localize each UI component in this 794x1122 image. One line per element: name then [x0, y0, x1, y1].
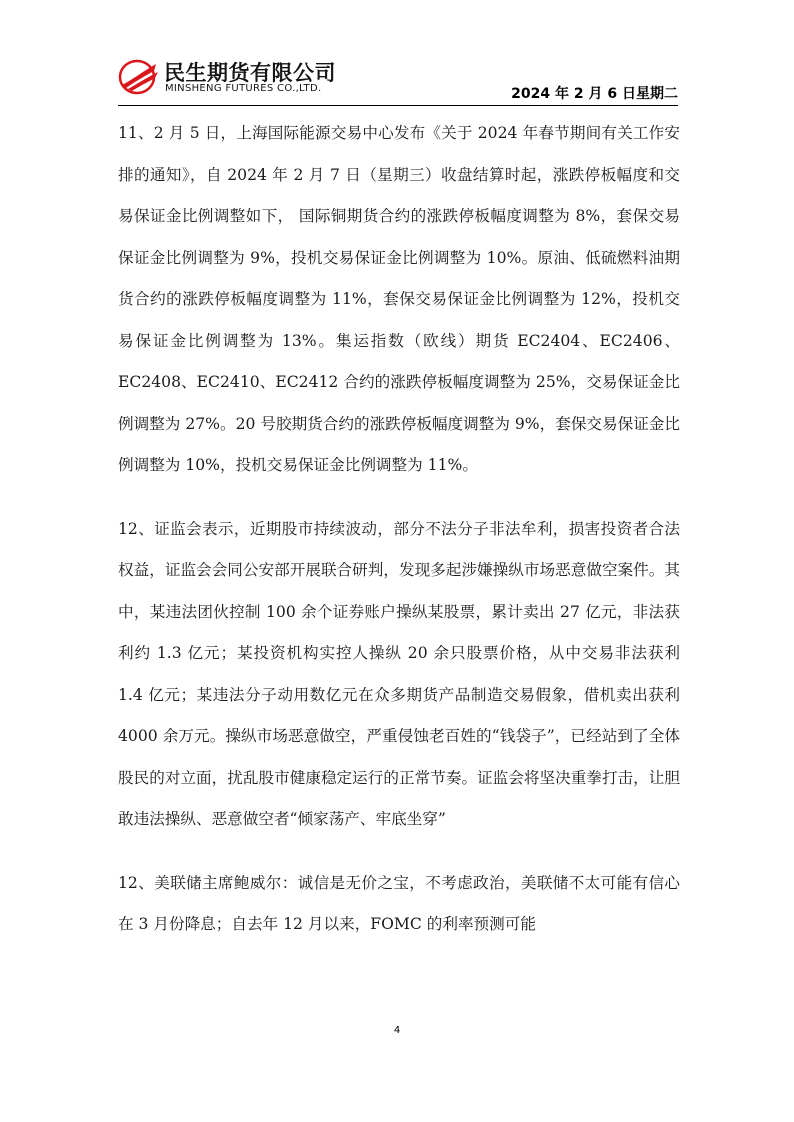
- company-logo: [118, 52, 378, 100]
- page-header: [118, 52, 678, 104]
- logo-english-name: MINSHENG FUTURES CO.,LTD.: [165, 83, 322, 94]
- paragraph-ine-margin-adjustment: 11、2 月 5 日，上海国际能源交易中心发布《关于 2024 年春节期间有关工作安排的通知》，自 2024 年 2 月 7 日（星期三）收盘结算时起，涨跌停板幅度和交易保证金比例调整如下， 国际铜期货合约的涨跌停板幅度调整为 8%，套保交易保证金比例调整为 9%，投机交易保证金比例调整为 10%。原油、低硫燃料油期货合约的涨跌停板幅度调整为 11%，套保交易保证金比例调整为 12%，投机交易保证金比例调整为 13%。集运指数（欧线）期货 EC2404、EC2406、EC2408、EC2410、EC2412 合约的涨跌停板幅度调整为 25%，交易保证金比例调整为 27%。20 号胶期货合约的涨跌停板幅度调整为 9%，套保交易保证金比例调整为 10%，投机交易保证金比例调整为 11%。: [118, 124, 680, 474]
- document-body: [118, 113, 680, 946]
- header-date: 2024 年 2 月 6 日星期二: [511, 86, 678, 102]
- header-divider: [118, 105, 678, 106]
- logo-chinese-name: 民生期货有限公司: [164, 61, 336, 85]
- paragraph-csrc-statement: 12、证监会表示，近期股市持续波动，部分不法分子非法牟利，损害投资者合法权益，证监会会同公安部开展联合研判，发现多起涉嫌操纵市场恶意做空案件。其中，某违法团伙控制 100 余个证券账户操纵某股票，累计卖出 27 亿元，非法获利约 1.3 亿元；某投资机构实控人操纵 20 余只股票价格，从中交易非法获利 1.4 亿元；某违法分子动用数亿元在众多期货产品制造交易假象，借机卖出获利 4000 余万元。操纵市场恶意做空，严重侵蚀老百姓的“钱袋子”，已经站到了全体股民的对立面，扰乱股市健康稳定运行的正常节奏。证监会将坚决重拳打击，让胆敢违法操纵、恶意做空者“倾家荡产、牢底坐穿”: [118, 519, 680, 828]
- minsheng-logo-icon: [118, 58, 160, 96]
- paragraph-fed-powell: 12、美联储主席鲍威尔：诚信是无价之宝，不考虑政治，美联储不太可能有信心在 3 月份降息；自去年 12 月以来，FOMC 的利率预测可能: [118, 873, 680, 933]
- page-number: 4: [393, 1025, 401, 1036]
